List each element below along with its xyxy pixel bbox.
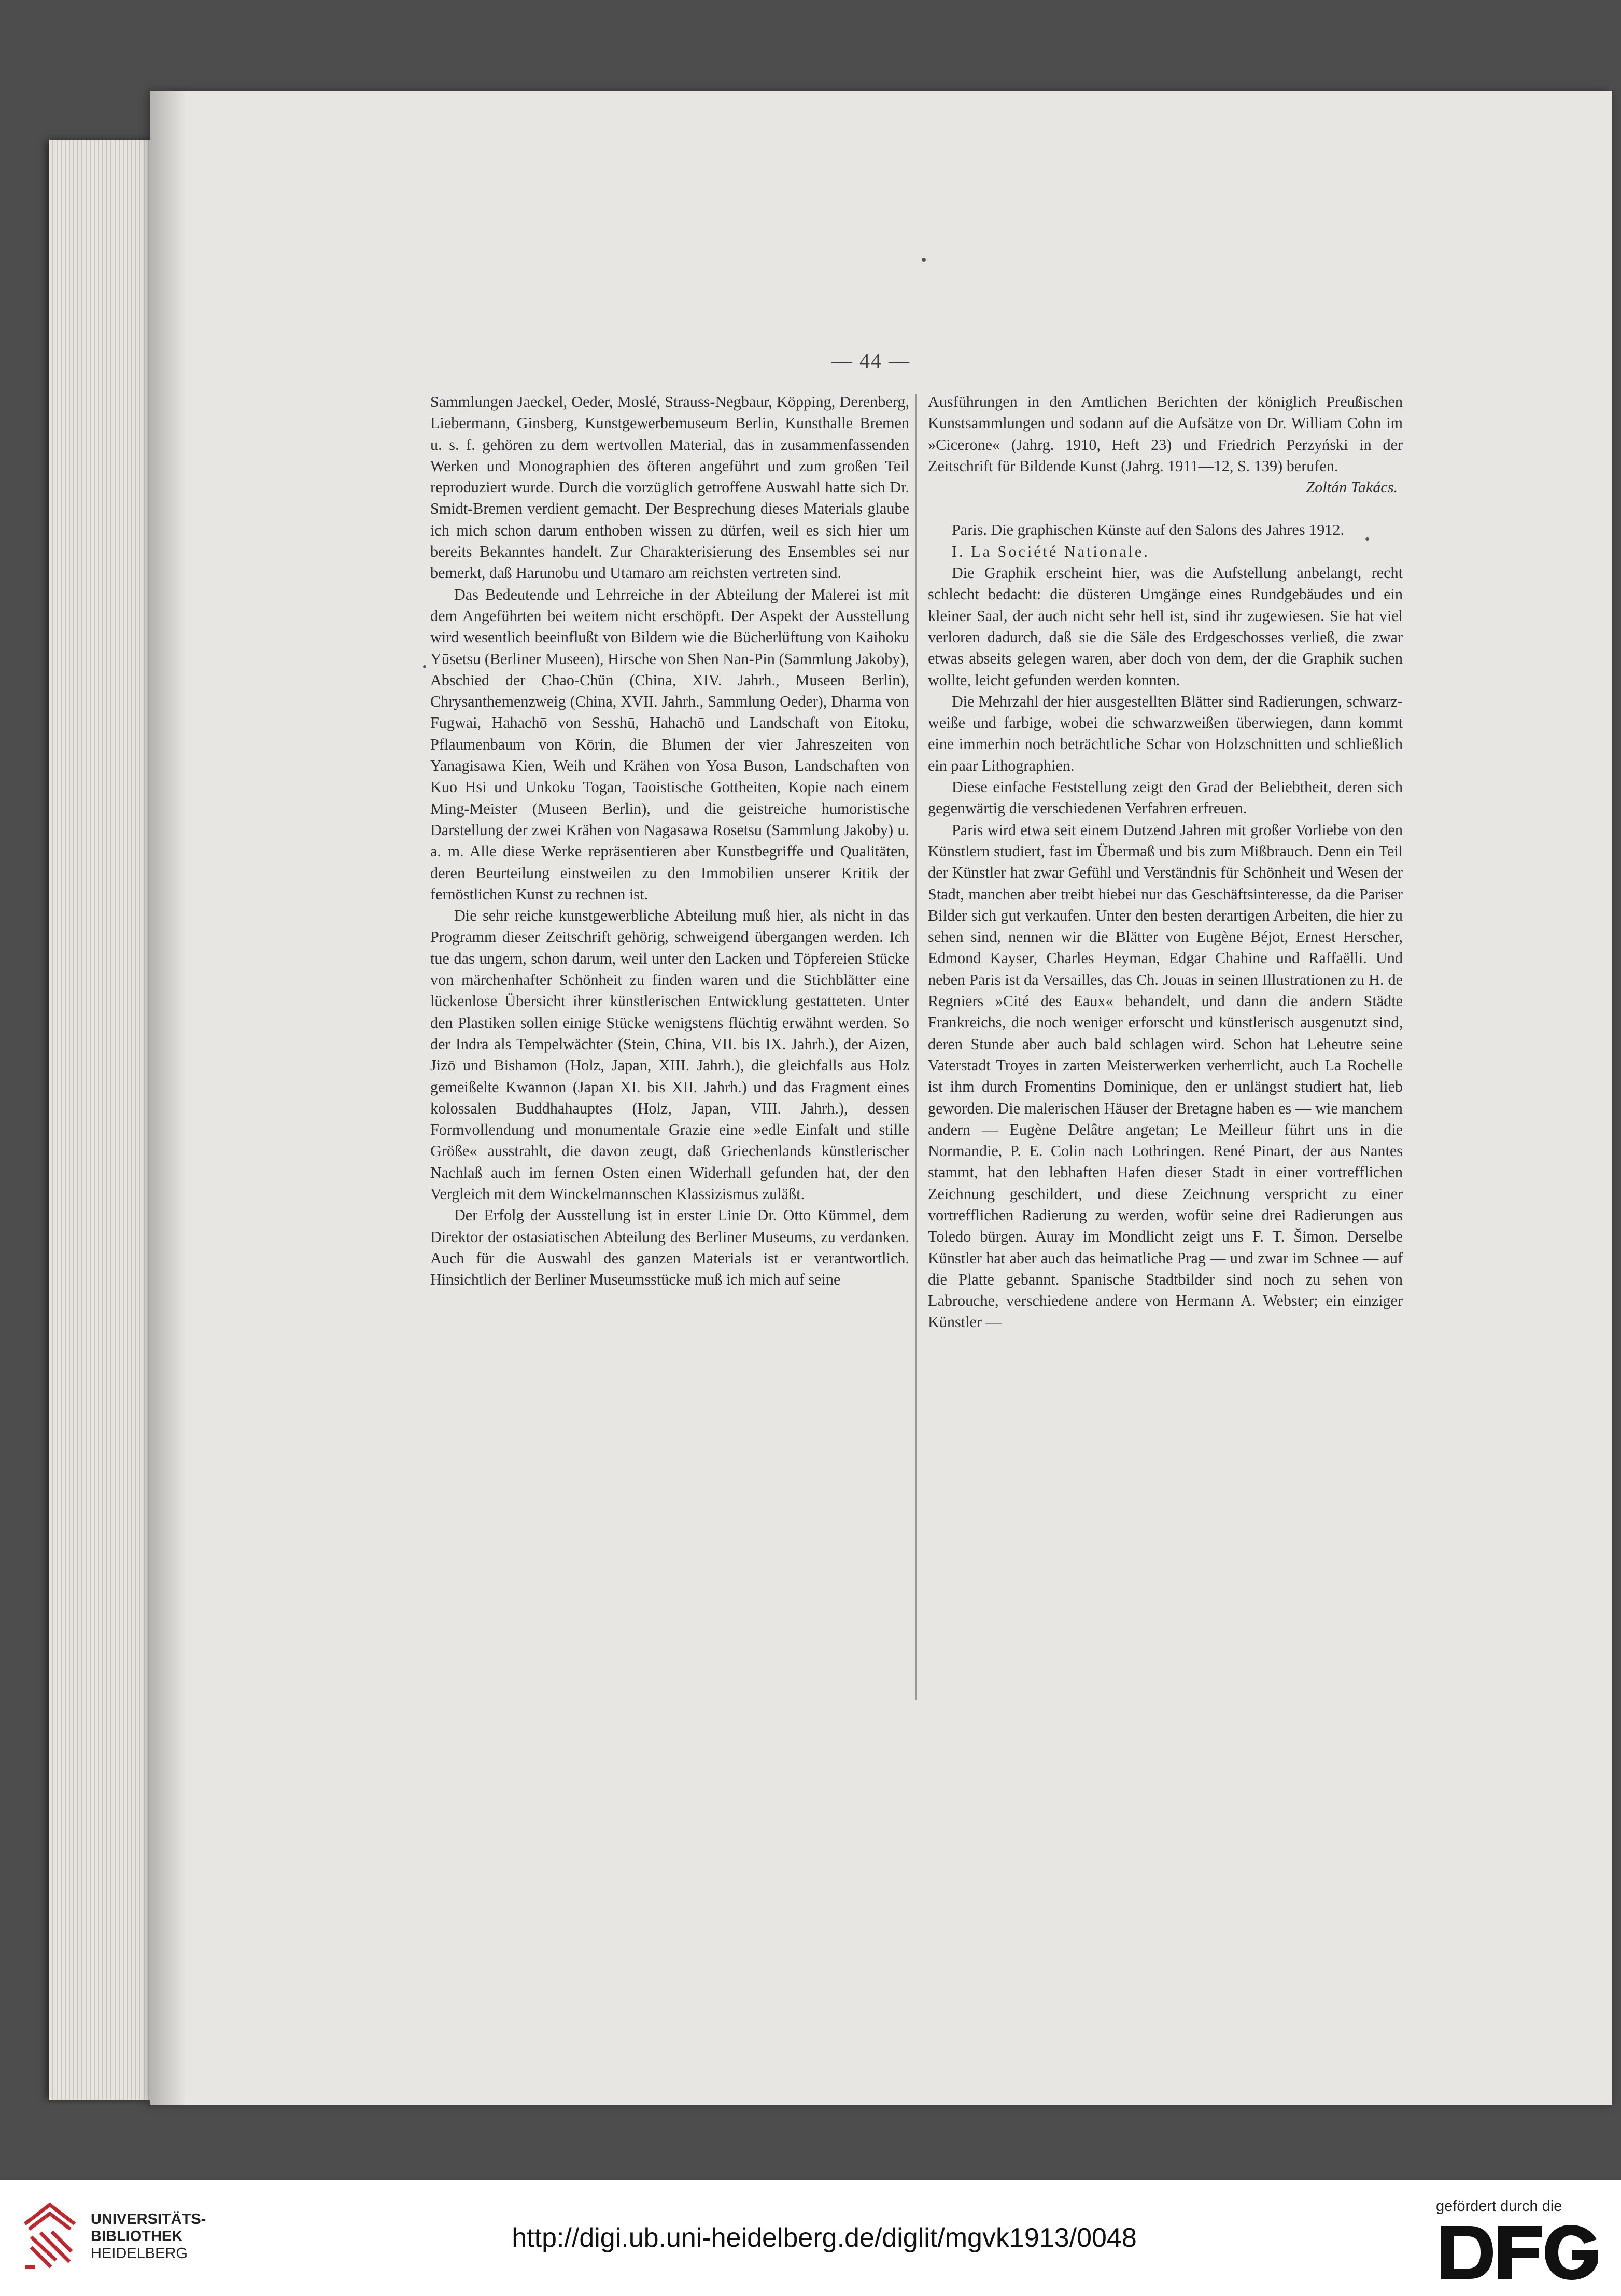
library-name-line2: BIBLIOTHEK — [91, 2228, 183, 2245]
speck-mark — [922, 258, 926, 262]
section-heading: Paris. Die graphischen Künste auf den Salons des Jahres 1912. — [952, 521, 1345, 539]
page-number: — 44 — — [831, 349, 910, 372]
subsection-heading: I. La Société Nationale. — [952, 542, 1150, 560]
paragraph: Die sehr reiche kunstgewerbliche Abteilung muß hier, als nicht in das Programm dieser Zeitschrift gehörig, schweigend übergangen werden. Ich tue das ungern, schon darum, weil unter den Lacken und Töpfereien Stücke von märchenhafter Schönheit zu finden waren und die Stichblätter eine lückenlose Übersicht ihrer künstlerischen Entwicklung gestatteten. Unter den Plastiken sollen einige Stücke wenigstens flüchtig erwähnt werden. So der Indra als Tempelwächter (Stein, China, VII. bis IX. Jahrh.), der Aizen, Jizō und Bishamon (Holz, Japan, XIII. Jahrh.), die gleichfalls aus Holz gemeißelte Kwannon (Japan XI. bis XII. Jahrh.) und das Fragment eines kolossalen Buddhahauptes (Holz, Japan, VIII. Jahrh.), dessen Formvollendung und monumentale Grazie eine »edle Einfalt und stille Größe« ausstrahlt, die davon zeugt, daß Griechenlands künstlerischer Nachlaß auch im fernen Osten einen Widerhall gefunden hat, der den Vergleich mit dem Winckelmannschen Klassizismus zuläßt. — [430, 907, 909, 1203]
library-logo-icon — [20, 2201, 81, 2271]
funding-note: gefördert durch die — [1436, 2198, 1562, 2215]
paragraph: Die Mehrzahl der hier ausgestellten Blätter sind Radierungen, schwarz-weiße und farbige, wobei die schwarzweißen überwiegen, dann kommt eine immerhin noch beträchtliche Schar von Holzschnitten und schließlich ein paar Lithographien. — [928, 692, 1403, 774]
paragraph: Diese einfache Feststellung zeigt den Grad der Beliebtheit, deren sich gegenwärtig die verschiedenen Verfahren erfreuen. — [928, 778, 1403, 818]
paragraph: Sammlungen Jaeckel, Oeder, Moslé, Strauss-Negbaur, Köpping, Derenberg, Liebermann, Ginsberg, Kunstgewerbemuseum Berlin, Kunsthalle Bremen u. s. f. gehören zu dem wertvollen Material, das in zusammenfassenden Werken und Monographien des öfteren angeführt und zum großen Teil reproduziert wurde. Durch die vorzüglich getroffene Auswahl hatte sich Dr. Smidt-Bremen verdient gemacht. Der Besprechung dieses Materials glaube ich mich schon darum enthoben wissen zu dürfen, weil es sich hier um bereits Bekanntes handelt. Zur Charakterisierung des Ensembles sei nur bemerkt, daß Harunobu und Utamaro am reichsten vertreten sind. — [430, 393, 909, 582]
spine-shadow — [150, 91, 187, 2105]
paragraph: Der Erfolg der Ausstellung ist in erster Linie Dr. Otto Kümmel, dem Direktor der ostasiatischen Abteilung des Berliner Museums, zu verdanken. Auch für die Auswahl des ganzen Materials ist er verantwortlich. Hinsichtlich der Berliner Museumsstücke muß ich mich auf seine — [430, 1206, 909, 1289]
footer-bar — [0, 2180, 1621, 2296]
left-column — [430, 391, 909, 1290]
library-name-line1: UNIVERSITÄTS- — [91, 2211, 206, 2228]
right-column — [928, 391, 1403, 1333]
paragraph: Die Graphik erscheint hier, was die Aufstellung anbelangt, recht schlecht bedacht: die düsteren Umgänge eines Rundgebäudes und ein kleiner Saal, der auch nicht sehr hell ist, sind ihr zugewiesen. Sie hat viel verloren dadurch, daß sie die Säle des Erdgeschosses verließ, die zwar etwas abseits gelegen waren, aber doch von dem, der die Graphik suchen wollte, leicht gefunden werden konnten. — [928, 564, 1403, 689]
paragraph: Das Bedeutende und Lehrreiche in der Abteilung der Malerei ist mit dem Angeführten bei weitem nicht erschöpft. Der Aspekt der Ausstellung wird wesentlich beeinflußt von Bildern wie die Bücherlüftung von Kaihoku Yūsetsu (Berliner Museen), Hirsche von Shen Nan-Pin (Sammlung Jakoby), Abschied der Chao-Chün (China, XIV. Jahrh., Museen Berlin), Chrysanthemenzweig (China, XVII. Jahrh., Sammlung Oeder), Dharma von Fugwai, Hahachō von Sesshū, Hahachō und Landschaft von Eitoku, Pflaumenbaum von Kōrin, die Blumen der vier Jahreszeiten von Yanagisawa Kien, Weih und Krähen von Yosa Buson, Landschaften von Kuo Hsi und Unkoku Togan, Taoistische Gottheiten, Kopie nach einem Ming-Meister (Museen Berlin), und die geistreiche humoristische Darstellung der zwei Krähen von Nagasawa Rosetsu (Sammlung Jakoby) u. a. m. Alle diese Werke repräsentieren aber Kunstbegriffe und Qualitäten, deren Beurteilung einstweilen zu den Immobilien unserer Kritik der fernöstlichen Kunst zu rechnen ist. — [430, 585, 909, 903]
library-logo-text — [91, 2211, 225, 2262]
author-signature: Zoltán Takács. — [1306, 478, 1398, 497]
dfg-logo — [1441, 2224, 1599, 2281]
permalink-url[interactable]: http://digi.ub.uni-heidelberg.de/diglit/mgvk1913/0048 — [512, 2223, 1137, 2253]
paragraph: Ausführungen in den Amtlichen Berichten der königlich Preußischen Kunstsammlungen und sodann auf die Aufsätze von Dr. William Cohn im »Cicerone« (Jahrg. 1910, Heft 23) und Friedrich Perzyński in der Zeitschrift für Bildende Kunst (Jahrg. 1911—12, S. 139) berufen. — [928, 393, 1403, 475]
book-page-edges — [49, 140, 153, 2100]
column-divider — [915, 394, 917, 1700]
speck-mark — [423, 665, 426, 668]
library-name-line3: HEIDELBERG — [91, 2245, 188, 2262]
section-gap — [928, 498, 1403, 519]
paragraph: Paris wird etwa seit einem Dutzend Jahren mit großer Vorliebe von den Künstlern studiert, fast im Übermaß und bis zum Mißbrauch. Denn ein Teil der Künstler hat zwar Gefühl und Verständnis für Schönheit und Wesen der Stadt, manchen aber treibt hiebei nur das Geschäftsinteresse, da die Pariser Bilder sich gut verkaufen. Unter den besten derartigen Arbeiten, die hier zu sehen sind, nennen wir die Blätter von Eugène Béjot, Ernest Herscher, Edmond Kayser, Charles Heyman, Edgar Chahine und Raffaëlli. Und neben Paris ist da Versailles, das Ch. Jouas in seinen Illustrationen zu H. de Regniers »Cité des Eaux« behandelt, und dann die andern Städte Frankreichs, die noch weniger erforscht und künstlerisch ausgenutzt sind, deren Stunde aber auch bald schlagen wird. Schon hat Leheutre seine Vaterstadt Troyes in zarten Meisterwerken verherrlicht, auch La Rochelle ist ihm durch Fromentins Dominique, den er unlängst studiert hat, lieb geworden. Die malerischen Häuser der Bretagne haben es — wie manchem andern — Eugène Delâtre angetan; Le Meilleur führt uns in die Normandie, P. E. Colin nach Lothringen. René Pinart, der aus Nantes stammt, hat den lebhaften Hafen dieser Stadt in einer vortrefflichen Zeichnung geschildert, und diese Zeichnung verspricht zu einer vortrefflichen Radierung zu werden, wofür seine drei Radierungen aus Toledo bürgen. Auray im Mondlicht zeigt uns F. T. Šimon. Derselbe Künstler hat aber auch das heimatliche Prag — und zwar im Schnee — auf die Platte gebannt. Spanische Stadtbilder sind noch zu sehen von Labrouche, verschiedene andere von Hermann A. Webster; ein einziger Künstler — — [928, 821, 1403, 1331]
